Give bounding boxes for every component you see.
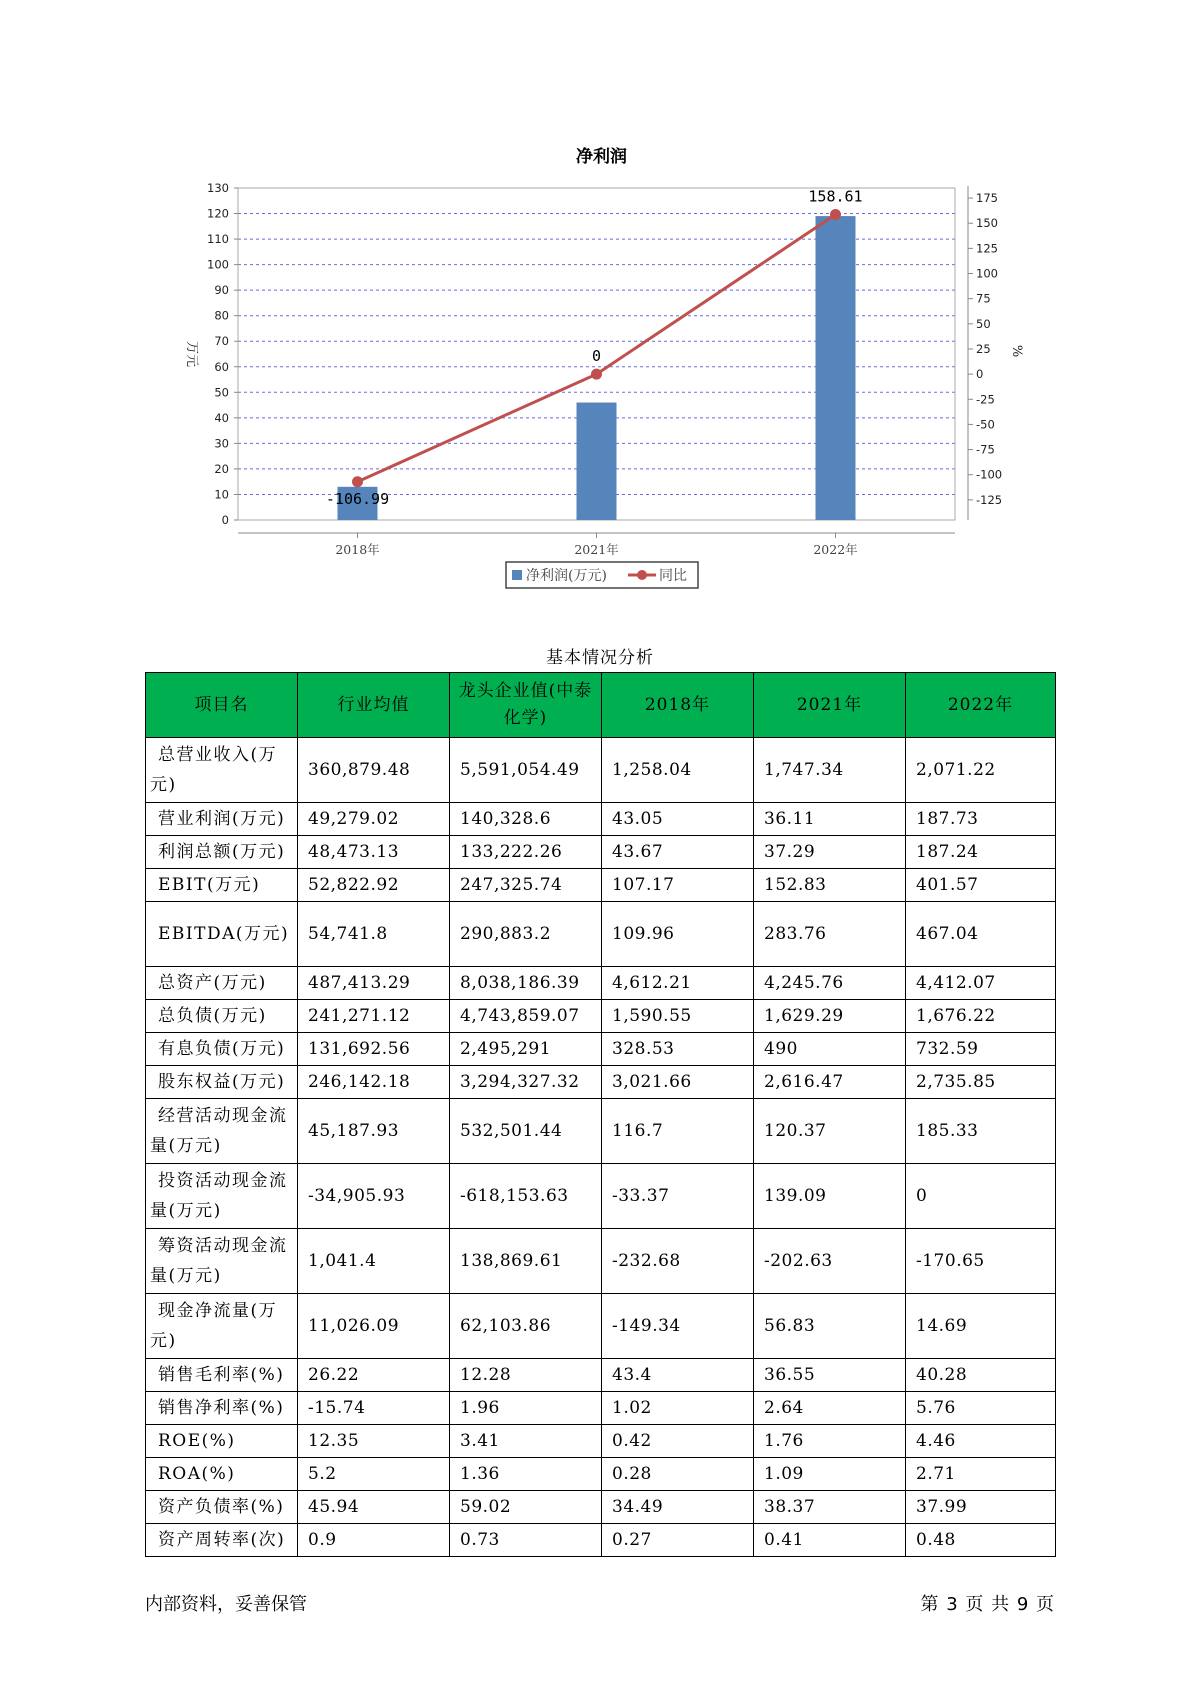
cell-2021: 38.37 <box>754 1491 906 1524</box>
cell-2021: 4,245.76 <box>754 967 906 1000</box>
cell-2021: 152.83 <box>754 869 906 902</box>
cell-industry-avg: 246,142.18 <box>298 1066 450 1099</box>
bar <box>816 216 856 520</box>
header-2018: 2018年 <box>602 673 754 738</box>
y-tick-label: 90 <box>214 283 229 298</box>
cell-leader-value: 12.28 <box>450 1359 602 1392</box>
y2-tick-label: 0 <box>976 367 984 382</box>
x-tick-label: 2022年 <box>813 542 858 557</box>
cell-2021: 2.64 <box>754 1392 906 1425</box>
y-tick-label: 110 <box>207 232 229 247</box>
table-row <box>146 1425 1056 1458</box>
y2-tick-label: 150 <box>976 216 998 231</box>
cell-2022: 2,071.22 <box>906 738 1056 803</box>
net-profit-chart <box>0 0 1191 600</box>
y-tick-label: 120 <box>207 206 229 221</box>
table-row <box>146 1099 1056 1164</box>
cell-2018: 43.67 <box>602 836 754 869</box>
cell-2018: 0.27 <box>602 1524 754 1557</box>
y2-tick-label: -125 <box>976 492 1003 507</box>
cell-leader-value: 8,038,186.39 <box>450 967 602 1000</box>
cell-industry-avg: 11,026.09 <box>298 1294 450 1359</box>
cell-2018: 116.7 <box>602 1099 754 1164</box>
cell-2021: 1,747.34 <box>754 738 906 803</box>
cell-2022: 0.48 <box>906 1524 1056 1557</box>
cell-leader-value: 59.02 <box>450 1491 602 1524</box>
cell-leader-value: 138,869.61 <box>450 1229 602 1294</box>
chart-canvas <box>0 0 1191 600</box>
footer-page-number: 第 3 页 共 9 页 <box>920 1594 1055 1615</box>
cell-item-name: EBIT(万元) <box>146 869 298 902</box>
table-row <box>146 1033 1056 1066</box>
cell-2018: 43.05 <box>602 803 754 836</box>
cell-2022: 40.28 <box>906 1359 1056 1392</box>
table-row <box>146 1294 1056 1359</box>
y2-tick-label: -75 <box>976 442 995 457</box>
cell-item-name: 总资产(万元) <box>146 967 298 1000</box>
cell-2021: 1.76 <box>754 1425 906 1458</box>
cell-item-name: 总负债(万元) <box>146 1000 298 1033</box>
cell-2018: 1,590.55 <box>602 1000 754 1033</box>
cell-2018: 43.4 <box>602 1359 754 1392</box>
cell-2021: 283.76 <box>754 902 906 967</box>
cell-2022: 4.46 <box>906 1425 1056 1458</box>
table-row <box>146 738 1056 803</box>
cell-2022: 14.69 <box>906 1294 1056 1359</box>
cell-2021: 36.11 <box>754 803 906 836</box>
cell-item-name: 销售毛利率(%) <box>146 1359 298 1392</box>
cell-item-name: 资产负债率(%) <box>146 1491 298 1524</box>
cell-2021: 490 <box>754 1033 906 1066</box>
header-2022: 2022年 <box>906 673 1056 738</box>
x-tick-label: 2018年 <box>335 542 380 557</box>
cell-2021: 2,616.47 <box>754 1066 906 1099</box>
legend-swatch-bar <box>512 570 522 580</box>
cell-2018: -149.34 <box>602 1294 754 1359</box>
table-row <box>146 1359 1056 1392</box>
table-row <box>146 869 1056 902</box>
cell-2022: 732.59 <box>906 1033 1056 1066</box>
cell-item-name: 利润总额(万元) <box>146 836 298 869</box>
y-tick-label: 20 <box>214 461 229 476</box>
cell-industry-avg: 131,692.56 <box>298 1033 450 1066</box>
cell-leader-value: 62,103.86 <box>450 1294 602 1359</box>
cell-item-name: 筹资活动现金流量(万元) <box>146 1229 298 1294</box>
y2-tick-label: 125 <box>976 241 998 256</box>
cell-2022: 467.04 <box>906 902 1056 967</box>
bar <box>577 403 617 520</box>
line-point <box>591 369 602 380</box>
y2-tick-label: 100 <box>976 266 998 281</box>
cell-industry-avg: 1,041.4 <box>298 1229 450 1294</box>
y-axis-title: 万元 <box>184 340 199 368</box>
cell-2021: 1.09 <box>754 1458 906 1491</box>
cell-leader-value: 1.36 <box>450 1458 602 1491</box>
cell-item-name: 现金净流量(万元) <box>146 1294 298 1359</box>
cell-industry-avg: 49,279.02 <box>298 803 450 836</box>
cell-2021: 0.41 <box>754 1524 906 1557</box>
cell-industry-avg: 45,187.93 <box>298 1099 450 1164</box>
cell-item-name: ROA(%) <box>146 1458 298 1491</box>
cell-leader-value: 1.96 <box>450 1392 602 1425</box>
cell-leader-value: 290,883.2 <box>450 902 602 967</box>
header-industry-avg: 行业均值 <box>298 673 450 738</box>
y2-tick-label: -100 <box>976 467 1003 482</box>
y2-tick-label: -25 <box>976 392 995 407</box>
table-row <box>146 1229 1056 1294</box>
cell-2018: 0.28 <box>602 1458 754 1491</box>
cell-industry-avg: 487,413.29 <box>298 967 450 1000</box>
cell-item-name: EBITDA(万元) <box>146 902 298 967</box>
y2-tick-label: 50 <box>976 316 991 331</box>
cell-industry-avg: 241,271.12 <box>298 1000 450 1033</box>
cell-item-name: 有息负债(万元) <box>146 1033 298 1066</box>
y-tick-label: 100 <box>207 257 229 272</box>
cell-industry-avg: 45.94 <box>298 1491 450 1524</box>
table-row <box>146 1524 1056 1557</box>
cell-2018: 109.96 <box>602 902 754 967</box>
cell-industry-avg: 52,822.92 <box>298 869 450 902</box>
legend-label: 同比 <box>659 568 687 584</box>
cell-leader-value: 3,294,327.32 <box>450 1066 602 1099</box>
data-label: 0 <box>591 347 602 366</box>
cell-industry-avg: -15.74 <box>298 1392 450 1425</box>
y-tick-label: 50 <box>214 385 229 400</box>
cell-item-name: ROE(%) <box>146 1425 298 1458</box>
cell-2022: 2,735.85 <box>906 1066 1056 1099</box>
cell-leader-value: 247,325.74 <box>450 869 602 902</box>
table-row <box>146 1000 1056 1033</box>
cell-item-name: 总营业收入(万元) <box>146 738 298 803</box>
cell-2018: -33.37 <box>602 1164 754 1229</box>
cell-leader-value: 4,743,859.07 <box>450 1000 602 1033</box>
cell-industry-avg: 48,473.13 <box>298 836 450 869</box>
table-row <box>146 1066 1056 1099</box>
cell-2022: 2.71 <box>906 1458 1056 1491</box>
y2-tick-label: -50 <box>976 417 995 432</box>
y-tick-label: 10 <box>214 487 229 502</box>
cell-industry-avg: 26.22 <box>298 1359 450 1392</box>
data-label: -106.99 <box>325 489 390 508</box>
cell-industry-avg: 0.9 <box>298 1524 450 1557</box>
y-tick-label: 40 <box>214 410 229 425</box>
table-header-row <box>146 673 1056 738</box>
cell-2018: 34.49 <box>602 1491 754 1524</box>
cell-leader-value: 3.41 <box>450 1425 602 1458</box>
cell-item-name: 营业利润(万元) <box>146 803 298 836</box>
table-row <box>146 1392 1056 1425</box>
cell-industry-avg: 360,879.48 <box>298 738 450 803</box>
header-leader-value: 龙头企业值(中泰化学) <box>450 673 602 738</box>
legend-swatch-marker <box>637 570 647 580</box>
cell-leader-value: -618,153.63 <box>450 1164 602 1229</box>
table-row <box>146 1491 1056 1524</box>
cell-leader-value: 0.73 <box>450 1524 602 1557</box>
cell-2022: 187.24 <box>906 836 1056 869</box>
cell-2022: 1,676.22 <box>906 1000 1056 1033</box>
y-tick-label: 80 <box>214 308 229 323</box>
cell-2022: 37.99 <box>906 1491 1056 1524</box>
y2-axis-title: % <box>1009 344 1024 358</box>
cell-2018: 1,258.04 <box>602 738 754 803</box>
cell-2022: 185.33 <box>906 1099 1056 1164</box>
cell-2018: 3,021.66 <box>602 1066 754 1099</box>
cell-leader-value: 5,591,054.49 <box>450 738 602 803</box>
y2-tick-label: 175 <box>976 191 998 206</box>
cell-2022: 0 <box>906 1164 1056 1229</box>
cell-item-name: 经营活动现金流量(万元) <box>146 1099 298 1164</box>
line-point <box>830 209 841 220</box>
cell-2018: 0.42 <box>602 1425 754 1458</box>
table-row <box>146 1458 1056 1491</box>
cell-2018: 107.17 <box>602 869 754 902</box>
y2-tick-label: 75 <box>976 291 991 306</box>
table-body <box>146 738 1056 1557</box>
header-2021: 2021年 <box>754 673 906 738</box>
cell-leader-value: 2,495,291 <box>450 1033 602 1066</box>
cell-2018: 4,612.21 <box>602 967 754 1000</box>
footer-confidential-note: 内部资料，妥善保管 <box>145 1594 307 1615</box>
cell-2021: 37.29 <box>754 836 906 869</box>
cell-industry-avg: 54,741.8 <box>298 902 450 967</box>
y-tick-label: 30 <box>214 436 229 451</box>
y-tick-label: 0 <box>221 513 229 527</box>
cell-industry-avg: 12.35 <box>298 1425 450 1458</box>
cell-2021: 36.55 <box>754 1359 906 1392</box>
cell-leader-value: 532,501.44 <box>450 1099 602 1164</box>
table-row <box>146 803 1056 836</box>
cell-item-name: 销售净利率(%) <box>146 1392 298 1425</box>
cell-2021: 56.83 <box>754 1294 906 1359</box>
table-row <box>146 836 1056 869</box>
cell-2021: 139.09 <box>754 1164 906 1229</box>
legend-label: 净利润(万元) <box>526 568 607 584</box>
cell-2018: 1.02 <box>602 1392 754 1425</box>
cell-item-name: 投资活动现金流量(万元) <box>146 1164 298 1229</box>
cell-2022: 4,412.07 <box>906 967 1056 1000</box>
data-label: 158.61 <box>808 187 863 206</box>
table-row <box>146 967 1056 1000</box>
cell-item-name: 资产周转率(次) <box>146 1524 298 1557</box>
table-row <box>146 1164 1056 1229</box>
y-tick-label: 130 <box>207 181 229 195</box>
y-tick-label: 70 <box>214 334 229 349</box>
basic-analysis-table <box>145 672 1056 1557</box>
cell-2018: -232.68 <box>602 1229 754 1294</box>
x-tick-label: 2021年 <box>574 542 619 557</box>
cell-item-name: 股东权益(万元) <box>146 1066 298 1099</box>
chart-title: 净利润 <box>576 147 627 167</box>
header-item-name: 项目名 <box>146 673 298 738</box>
cell-2022: 5.76 <box>906 1392 1056 1425</box>
cell-industry-avg: 5.2 <box>298 1458 450 1491</box>
cell-leader-value: 140,328.6 <box>450 803 602 836</box>
cell-2021: 1,629.29 <box>754 1000 906 1033</box>
cell-2022: 401.57 <box>906 869 1056 902</box>
cell-2021: -202.63 <box>754 1229 906 1294</box>
y2-tick-label: 25 <box>976 341 991 356</box>
y-tick-label: 60 <box>214 359 229 374</box>
cell-2022: -170.65 <box>906 1229 1056 1294</box>
cell-2018: 328.53 <box>602 1033 754 1066</box>
line-point <box>352 476 363 487</box>
table-row <box>146 902 1056 967</box>
cell-leader-value: 133,222.26 <box>450 836 602 869</box>
cell-2021: 120.37 <box>754 1099 906 1164</box>
table-title: 基本情况分析 <box>546 648 654 668</box>
cell-2022: 187.73 <box>906 803 1056 836</box>
cell-industry-avg: -34,905.93 <box>298 1164 450 1229</box>
